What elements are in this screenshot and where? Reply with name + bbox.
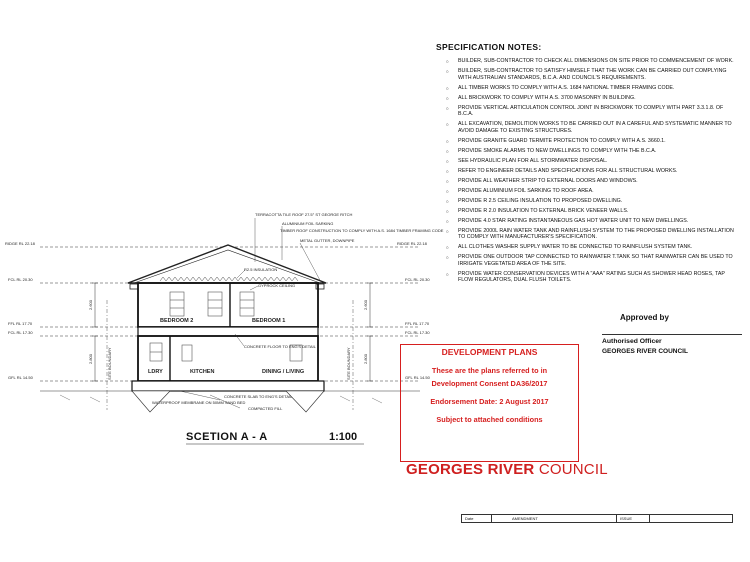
- spec-note-text: ALL BRICKWORK TO COMPLY WITH A.S. 3700 MASONRY IN BUILDING.: [458, 94, 636, 101]
- spec-note: [436, 244, 736, 251]
- spec-note-text: PROVIDE 4.0 STAR RATING INSTANTANEOUS GAS HOT WATER UNIT TO NEW DWELLINGS.: [458, 217, 689, 224]
- section-scale: 1:100: [329, 431, 358, 443]
- callout-foil: ALUMINIUM FOIL SARKING: [282, 221, 334, 226]
- spec-note-text: SEE HYDRAULIC PLAN FOR ALL STORMWATER DISPOSAL.: [458, 157, 608, 164]
- callout-compacted-fill: COMPACTED FILL: [248, 406, 283, 411]
- bullet-icon: ○: [446, 218, 449, 224]
- council-logo-bold: GEORGES RIVER: [406, 461, 535, 478]
- dim-lower-left: 2.800: [88, 353, 93, 364]
- bullet-icon: ○: [446, 188, 449, 194]
- spec-note: [436, 105, 736, 118]
- spec-note: [436, 178, 736, 185]
- spec-note: [436, 208, 736, 215]
- level-gfl-label-right: GFL RL 14.50: [405, 375, 430, 380]
- bullet-icon: ○: [446, 59, 449, 64]
- bullet-icon: ○: [446, 271, 449, 277]
- spec-note-text: PROVIDE GRANITE GUARD TERMITE PROTECTION TO COMPLY WITH A.S. 3660.1.: [458, 137, 666, 144]
- callout-roof-construction: TIMBER ROOF CONSTRUCTION TO COMPLY WITH A.S. 1684 TIMBER FRAMING CODE: [280, 228, 444, 233]
- callout-waterproof: WATERPROOF MEMBRANE ON 50MM SAND BED: [152, 400, 246, 405]
- callout-concrete-slab: CONCRETE SLAB TO ENG'S DETAIL: [224, 394, 293, 399]
- spec-note-text: PROVIDE R 2.0 INSULATION TO EXTERNAL BRICK VENEER WALLS.: [458, 207, 629, 214]
- spec-note-text: BUILDER, SUB-CONTRACTOR TO CHECK ALL DIMENSIONS ON SITE PRIOR TO COMMENCEMENT OF WORK.: [458, 58, 734, 64]
- spec-note-text: PROVIDE WATER CONSERVATION DEVICES WITH A "AAA" RATING SUCH AS SHOWER HEAD ROSES, TAP FLOW REGULATORS, DUAL FLUSH TOILETS.: [458, 270, 725, 284]
- site-boundary-right: SITE BOUNDARY: [346, 347, 351, 380]
- callout-concrete-floor: CONCRETE FLOOR TO ENG'S DETAIL: [244, 344, 316, 349]
- stamp-heading: DEVELOPMENT PLANS: [441, 347, 538, 357]
- council-logo-regular: COUNCIL: [534, 461, 608, 478]
- callout-insulation: R2.5 INSULATION: [244, 267, 278, 272]
- spec-note: [436, 138, 736, 145]
- callout-roof-tile: TERRACOTTA TILE ROOF 27.5° ST GEORGE RITCH: [255, 212, 353, 217]
- callout-leaders: [180, 218, 322, 408]
- amend-issue: ISSUE: [617, 515, 650, 522]
- spec-note-text: REFER TO ENGINEER DETAILS AND SPECIFICATIONS FOR ALL STRUCTURAL WORKS.: [458, 167, 678, 174]
- spec-note-text: PROVIDE 2000L RAIN WATER TANK AND RAINFLUSH SYSTEM TO THE PROPOSED DWELLING INSTALLATION TO COMPLY WITH MANUFACTURER'S SPECIFICATION.: [458, 227, 734, 241]
- spec-list: [436, 58, 736, 284]
- spec-note-text: PROVIDE ALUMINIUM FOIL SARKING TO ROOF AREA.: [458, 187, 594, 194]
- spec-note: [436, 121, 736, 134]
- spec-note: [436, 254, 736, 267]
- room-kitchen: KITCHEN: [190, 369, 215, 375]
- bullet-icon: ○: [446, 245, 449, 251]
- room-bedroom2: BEDROOM 2: [160, 318, 194, 324]
- level-ffl-upper-label: FFL RL 17.70: [8, 321, 33, 326]
- amend-amendment: AMENDMENT: [492, 515, 617, 522]
- spec-note-text: PROVIDE SMOKE ALARMS TO NEW DWELLINGS TO COMPLY WITH THE B.C.A.: [458, 147, 657, 154]
- section-title: SCETION A - A: [186, 431, 268, 443]
- bullet-icon: ○: [446, 228, 449, 234]
- officer-label: Authorised Officer: [602, 338, 662, 345]
- bullet-icon: ○: [446, 255, 449, 261]
- level-fcl-lower-label: FCL RL 17.30: [8, 330, 33, 335]
- spec-title: SPECIFICATION NOTES:: [436, 42, 542, 52]
- spec-note: [436, 188, 736, 195]
- stamp-line2: Development Consent DA36/2017: [431, 379, 548, 388]
- spec-note: [436, 198, 736, 205]
- bullet-icon: ○: [446, 148, 449, 154]
- spec-note: [436, 228, 736, 241]
- spec-note: [436, 58, 736, 65]
- level-ffl-upper-label-right: FFL RL 17.70: [405, 321, 430, 326]
- level-fcl-upper-label-right: FCL RL 20.30: [405, 277, 430, 282]
- gutter-left-icon: [130, 284, 138, 289]
- spec-note: [436, 168, 736, 175]
- development-plans-stamp: [400, 344, 579, 462]
- dim-upper-right: 2.600: [363, 299, 368, 310]
- upper-doors: [170, 292, 254, 316]
- spec-note-text: PROVIDE R 2.5 CEILING INSULATION TO PROPOSED DWELLING.: [458, 197, 623, 204]
- amendment-table: [461, 514, 733, 523]
- spec-note-text: ALL EXCAVATION, DEMOLITION WORKS TO BE CARRIED OUT IN A CAREFUL AND SYSTEMATIC MANNER TO AVOID DAMAGE TO EXISTING STRUCTURES.: [458, 121, 732, 134]
- specification-notes: [436, 42, 736, 287]
- spec-note: [436, 148, 736, 155]
- spec-note: [436, 85, 736, 92]
- upper-floor: [138, 283, 318, 336]
- room-dining: DINING / LIVING: [262, 369, 305, 375]
- stamp-line4: Subject to attached conditions: [436, 415, 543, 424]
- bullet-icon: ○: [446, 138, 449, 144]
- bullet-icon: ○: [446, 122, 449, 128]
- stamp-line3: Endorsement Date: 2 August 2017: [430, 397, 549, 406]
- level-fcl-lower-label-right: FCL RL 17.30: [405, 330, 430, 335]
- bullet-icon: ○: [446, 168, 449, 174]
- site-boundary-left: SITE BOUNDARY: [107, 347, 112, 380]
- spec-note: [436, 158, 736, 165]
- room-laundry: LDRY: [148, 369, 163, 375]
- spec-note-text: PROVIDE ALL WEATHER STRIP TO EXTERNAL DOORS AND WINDOWS.: [458, 177, 638, 184]
- spec-note: [436, 218, 736, 225]
- callout-gutter: METAL GUTTER, DOWNPIPE: [300, 238, 355, 243]
- callout-gyprock: GYPROCK CEILING: [258, 283, 296, 288]
- officer-council: GEORGES RIVER COUNCIL: [602, 348, 688, 355]
- spec-note: [436, 68, 736, 81]
- level-ridge-label: RIDGE RL 22.18: [5, 241, 35, 246]
- bullet-icon: ○: [446, 158, 449, 164]
- dim-upper-left: 2.600: [88, 299, 93, 310]
- level-ridge-label-right: RIDGE RL 22.18: [397, 241, 427, 246]
- spec-note-text: ALL CLOTHES WASHER SUPPLY WATER TO BE CONNECTED TO RAINFLUSH SYSTEM TANK.: [458, 244, 693, 251]
- stamp-line1: These are the plans referred to in: [431, 366, 548, 375]
- level-gfl-label: GFL RL 14.50: [8, 375, 33, 380]
- approved-by-label: Approved by: [620, 313, 669, 322]
- room-bedroom1: BEDROOM 1: [252, 318, 286, 324]
- amend-date: Date: [462, 515, 492, 522]
- level-fcl-upper-label: FCL RL 20.30: [8, 277, 33, 282]
- amend-blank: [650, 515, 732, 522]
- bullet-icon: ○: [446, 68, 449, 74]
- spec-note: [436, 271, 736, 284]
- bullet-icon: ○: [446, 198, 449, 204]
- spec-note-text: PROVIDE VERTICAL ARTICULATION CONTROL JOINT IN BRICKWORK TO COMPLY WITH PART 3.3.1.8. OF B.C.A.: [458, 104, 724, 118]
- dim-lower-right: 2.800: [363, 353, 368, 364]
- bullet-icon: ○: [446, 208, 449, 214]
- spec-note-text: BUILDER, SUB-CONTRACTOR TO SATISFY HIMSELF THAT THE WORK CAN BE CARRIED OUT COMPLYING WITH AUSTRALIAN STANDARDS, B.C.A. AND COUNCIL'S REQUIREMENTS.: [458, 67, 727, 81]
- bullet-icon: ○: [446, 105, 449, 111]
- spec-note-text: PROVIDE ONE OUTDOOR TAP CONNECTED TO RAINWATER T.TANK SO THAT RAINWATER CAN BE USED TO IRRIGATE VEGETATED AREA OF THE SITE.: [458, 254, 733, 267]
- spec-note: [436, 95, 736, 102]
- bullet-icon: ○: [446, 178, 449, 184]
- bullet-icon: ○: [446, 85, 449, 91]
- council-logo: [406, 461, 608, 478]
- bullet-icon: ○: [446, 95, 449, 101]
- authorised-officer-block: [602, 334, 742, 355]
- spec-note-text: ALL TIMBER WORKS TO COMPLY WITH A.S. 1684 NATIONAL TIMBER FRAMING CODE.: [458, 84, 675, 91]
